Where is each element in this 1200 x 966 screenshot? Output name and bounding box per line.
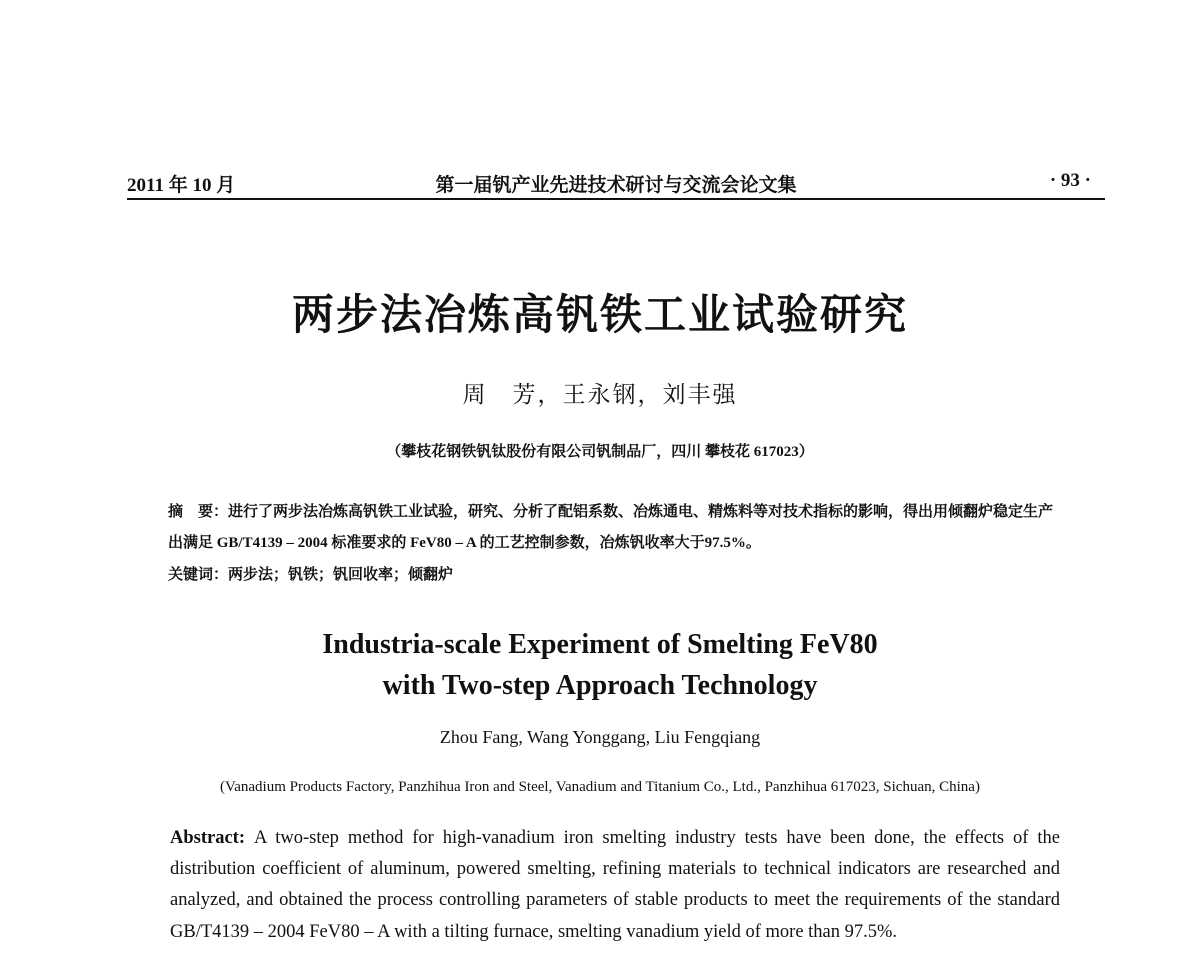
- abstract-en-label: Abstract: [170, 828, 239, 848]
- affiliation-cn: （攀枝花钢铁钒钛股份有限公司钒制品厂，四川 攀枝花 617023）: [386, 444, 814, 460]
- title-en: [0, 624, 1200, 706]
- keywords-cn-label: 关键词：: [168, 567, 229, 583]
- header-page-number: · 93 ·: [1049, 170, 1091, 191]
- abstract-cn-label: 摘 要：: [168, 504, 229, 520]
- header-date: 2011 年 10 月: [127, 175, 236, 196]
- abstract-cn-text: 进行了两步法冶炼高钒铁工业试验，研究、分析了配铝系数、冶炼通电、精炼料等对技术指标的影响，得出用倾翻炉稳定生产出满足 GB/T4139 – 2004 标准要求的 FeV80 – A 的工艺控制参数，冶炼钒收率大于97.5%。: [168, 504, 1054, 551]
- authors-en: Zhou Fang, Wang Yonggang, Liu Fengqiang: [439, 727, 761, 747]
- title-en-line1: Industria-scale Experiment of Smelting FeV80: [322, 629, 878, 660]
- abstract-en-text: A two-step method for high-vanadium iron smelting industry tests have been done, the effects of the distribution coefficient of aluminum, powered smelting, refining materials to technical indicators are researched and analyzed, and obtained the process controlling parameters of stable products to meet the requirements of the standard GB/T4139 – 2004 FeV80 – A with a tilting furnace, smelting vanadium yield of more than 97.5%.: [170, 828, 1060, 942]
- title-en-line2: with Two-step Approach Technology: [382, 670, 818, 701]
- abstract-en: Abstract: A two-step method for high-vanadium iron smelting industry tests have been done, the effects of the distribution coefficient of aluminum, powered smelting, refining materials to technical indicators are researched and analyzed, and obtained the process controlling parameters of stable products to meet the requirements of the standard GB/T4139 – 2004 FeV80 – A with a tilting furnace, smelting vanadium yield of more than 97.5%.: [170, 828, 1060, 942]
- keywords-cn: [168, 560, 1063, 591]
- keywords-cn-text: 两步法；钒铁；钒回收率；倾翻炉: [228, 567, 454, 583]
- abstract-cn: [168, 497, 1063, 559]
- title-cn: 两步法冶炼高钒铁工业试验研究: [291, 290, 908, 339]
- running-header: [127, 168, 1105, 200]
- authors-cn: 周 芳，王永钢，刘丰强: [462, 382, 738, 407]
- header-journal: 第一届钒产业先进技术研讨与交流会论文集: [435, 175, 797, 196]
- affiliation-en: (Vanadium Products Factory, Panzhihua Iron and Steel, Vanadium and Titanium Co., Ltd., Panzhihua 617023, Sichuan, China): [220, 779, 980, 795]
